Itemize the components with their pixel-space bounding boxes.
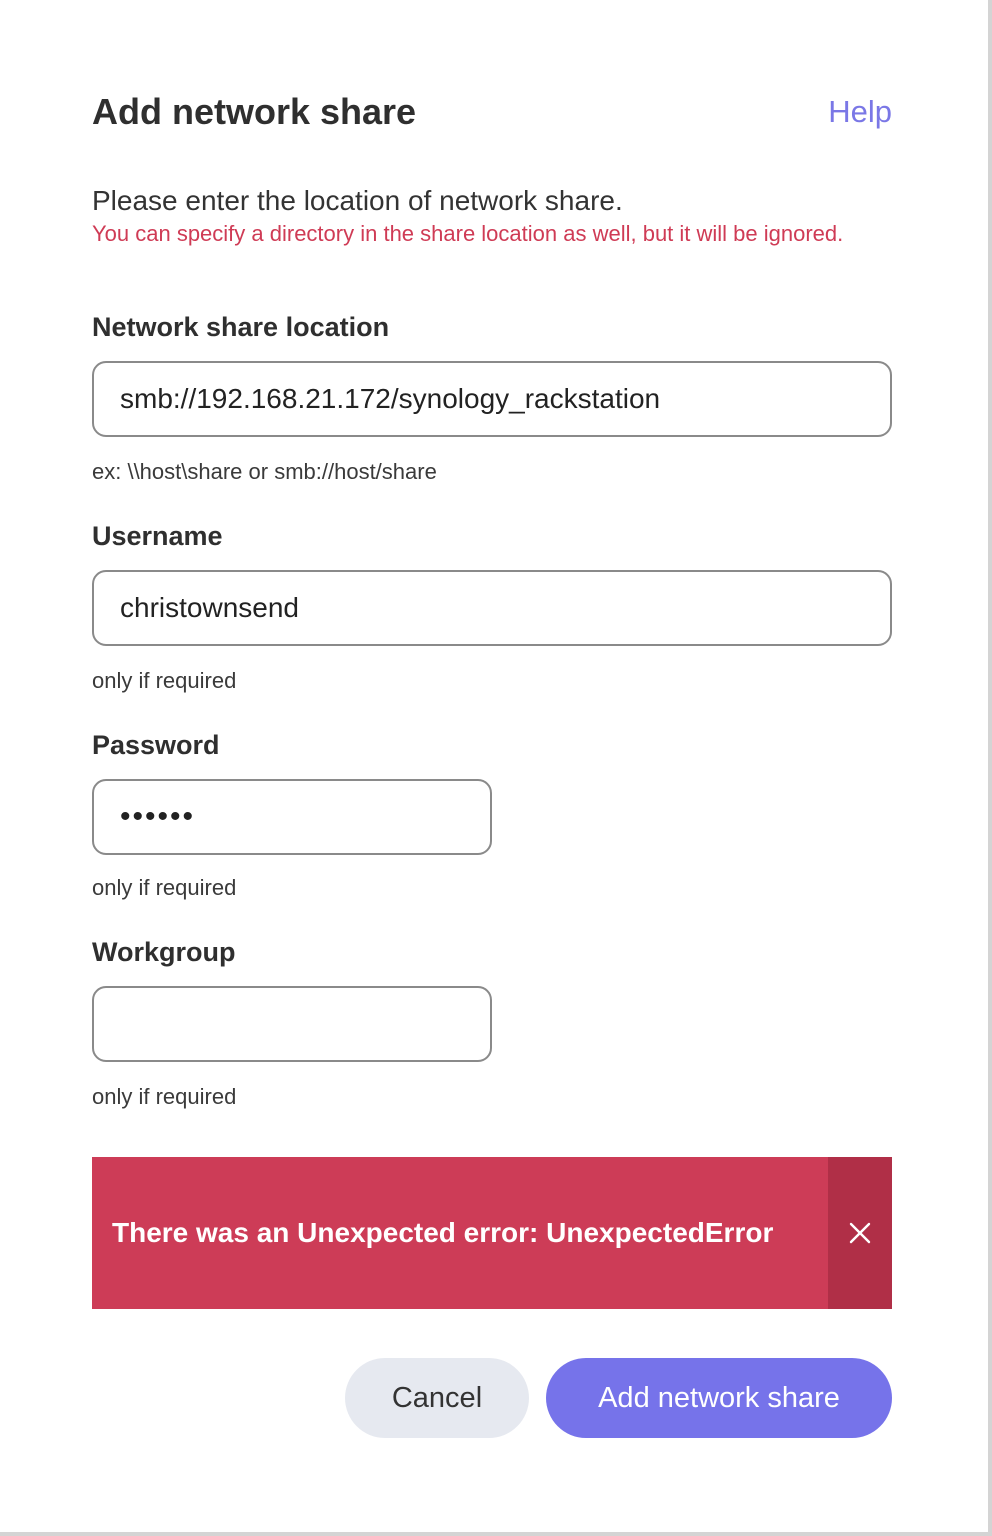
password-input[interactable] <box>92 779 492 855</box>
location-label: Network share location <box>92 312 390 342</box>
location-hint: ex: \\host\share or smb://host/share <box>92 459 437 484</box>
cancel-button[interactable]: Cancel <box>345 1358 529 1438</box>
username-hint: only if required <box>92 668 237 693</box>
dialog-title: Add network share <box>92 91 417 132</box>
error-message: There was an Unexpected error: UnexpectedError <box>112 1217 774 1248</box>
password-hint: only if required <box>92 875 237 900</box>
workgroup-hint: only if required <box>92 1084 237 1109</box>
add-network-share-button[interactable]: Add network share <box>546 1358 892 1438</box>
help-link[interactable]: Help <box>828 94 892 129</box>
location-input[interactable] <box>92 361 892 437</box>
username-input[interactable] <box>92 570 892 646</box>
username-label: Username <box>92 521 223 551</box>
password-label: Password <box>92 730 220 760</box>
intro-text: Please enter the location of network share. <box>92 185 623 216</box>
workgroup-input[interactable] <box>92 986 492 1062</box>
error-close-button[interactable] <box>828 1157 892 1309</box>
directory-warning-text: You can specify a directory in the share location as well, but it will be ignored. <box>92 221 844 246</box>
close-icon <box>849 1222 871 1244</box>
error-banner <box>92 1157 892 1309</box>
workgroup-label: Workgroup <box>92 937 236 967</box>
